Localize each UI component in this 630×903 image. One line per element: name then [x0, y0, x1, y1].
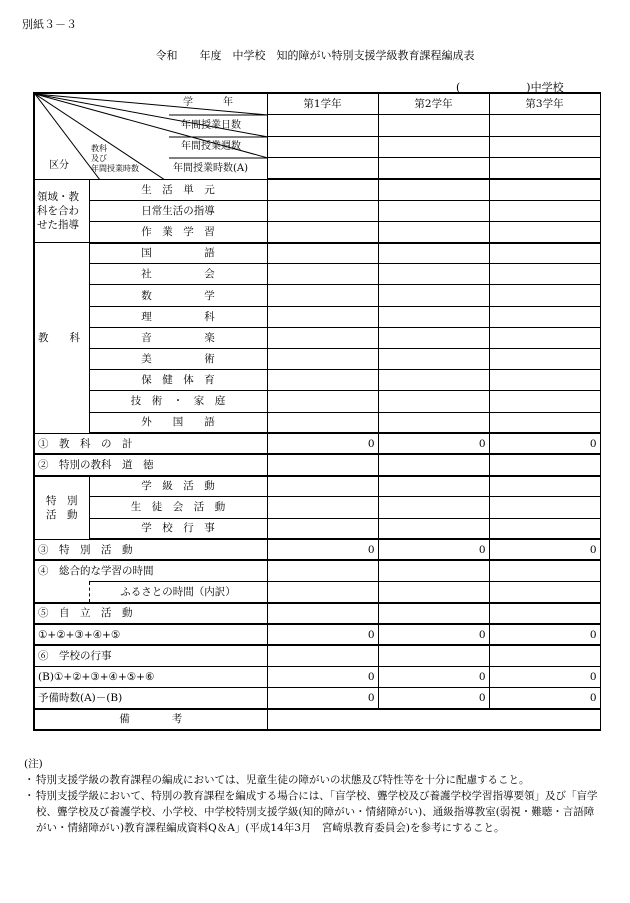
cell[interactable]: [378, 645, 489, 666]
subject-total-g3: 0: [489, 433, 600, 454]
grade-2-header: 第2学年: [378, 93, 489, 115]
cell[interactable]: [378, 412, 489, 433]
cell[interactable]: [489, 306, 600, 327]
subject-total-label: ① 教 科 の 計: [34, 433, 267, 454]
subject-label-1: 教科: [91, 144, 107, 153]
cell[interactable]: [489, 179, 600, 200]
cell[interactable]: [378, 306, 489, 327]
days-g2[interactable]: [378, 115, 489, 137]
subject-japanese: 国 語: [89, 243, 267, 264]
subject-label-2: 及び: [91, 154, 107, 163]
spare-g2: 0: [378, 688, 489, 709]
notes-section: [24, 756, 604, 836]
cell[interactable]: [378, 582, 489, 603]
cell[interactable]: [489, 200, 600, 221]
cell[interactable]: [267, 582, 378, 603]
bullet-icon: ・: [24, 790, 35, 802]
cell[interactable]: [489, 391, 600, 412]
integrated-study-label: ④ 総合的な学習の時間: [34, 560, 267, 581]
subject-social: 社 会: [89, 264, 267, 285]
annual-hours-label: 年間授業時数(A): [173, 163, 249, 174]
cell[interactable]: [267, 349, 378, 370]
spare-g1: 0: [267, 688, 378, 709]
cell[interactable]: [378, 221, 489, 242]
special-activities-label: 特 別 活 動: [34, 476, 89, 540]
cell[interactable]: [267, 603, 378, 624]
grade-header-label: 学 年: [183, 97, 233, 108]
student-council-label: 生 徒 会 活 動: [89, 497, 267, 518]
sum-b-label: (B)①+②+③+④+⑤+⑥: [34, 666, 267, 687]
cell[interactable]: [489, 497, 600, 518]
header-diagonal-cell: [34, 93, 267, 179]
cell[interactable]: [489, 412, 600, 433]
cell[interactable]: [267, 454, 378, 475]
cell[interactable]: [267, 264, 378, 285]
hometown-time-label: ふるさとの時間（内訳）: [89, 582, 267, 603]
cell[interactable]: [378, 179, 489, 200]
bullet-icon: ・: [24, 774, 35, 786]
subject-music: 音 楽: [89, 327, 267, 348]
cell[interactable]: [267, 221, 378, 242]
page-title: 令和 年度 中学校 知的障がい特別支援学級教育課程編成表: [155, 49, 475, 62]
subject-total-g2: 0: [378, 433, 489, 454]
hours-g2[interactable]: [378, 158, 489, 180]
cell[interactable]: [267, 285, 378, 306]
cell[interactable]: [489, 582, 600, 603]
work-learning-label: 作 業 学 習: [89, 221, 267, 242]
cell[interactable]: [267, 327, 378, 348]
sumB-g3: 0: [489, 666, 600, 687]
sumB-g1: 0: [267, 666, 378, 687]
category-label: 区分: [49, 160, 69, 171]
annual-days-label: 年間授業日数: [181, 120, 241, 131]
weeks-g1[interactable]: [267, 136, 378, 158]
subject-art: 美 術: [89, 349, 267, 370]
class-activities-label: 学 級 活 動: [89, 476, 267, 497]
cell[interactable]: [267, 179, 378, 200]
grade-1-header: 第1学年: [267, 93, 378, 115]
remarks-label: 備 考: [34, 709, 267, 730]
subject-math: 数 学: [89, 285, 267, 306]
cell[interactable]: [378, 349, 489, 370]
note-text-1: 特別支援学級の教育課程の編成においては、児童生徒の障がいの状態及び特性等を十分に配慮すること。: [36, 774, 530, 786]
cell[interactable]: [489, 370, 600, 391]
school-events-label: 学 校 行 事: [89, 518, 267, 539]
school-events-row-label: ⑥ 学校の行事: [34, 645, 267, 666]
cell[interactable]: [489, 476, 600, 497]
cell[interactable]: [267, 476, 378, 497]
combined-guidance-label: 領域・教科を合わせた指導: [34, 179, 89, 243]
grade-3-header: 第3学年: [489, 93, 600, 115]
cell[interactable]: [267, 370, 378, 391]
cell[interactable]: [267, 412, 378, 433]
days-g1[interactable]: [267, 115, 378, 137]
life-unit-label: 生 活 単 元: [89, 179, 267, 200]
cell[interactable]: [267, 560, 378, 581]
cell[interactable]: [489, 285, 600, 306]
hours-g1[interactable]: [267, 158, 378, 180]
moral-label: ② 特別の教科 道 徳: [34, 454, 267, 475]
daily-life-label: 日常生活の指導: [89, 200, 267, 221]
subject-tech-home: 技 術 ・ 家 庭: [89, 391, 267, 412]
subjects-label: 教 科: [34, 243, 89, 434]
special-activities-total-label: ③ 特 別 活 動: [34, 539, 267, 560]
note-item-2: [24, 788, 604, 836]
cell[interactable]: [489, 327, 600, 348]
weeks-g2[interactable]: [378, 136, 489, 158]
cell[interactable]: [489, 518, 600, 539]
cell[interactable]: [267, 306, 378, 327]
spare-g3: 0: [489, 688, 600, 709]
subject-label-3: 年間授業時数: [91, 164, 139, 173]
hours-g3[interactable]: [489, 158, 600, 180]
spare-hours-label: 予備時数(A)－(B): [34, 688, 267, 709]
cell[interactable]: [378, 243, 489, 264]
annual-weeks-label: 年間授業週数: [181, 141, 241, 152]
note-item-1: [24, 772, 604, 788]
cell[interactable]: [378, 603, 489, 624]
cell[interactable]: [489, 264, 600, 285]
cell[interactable]: [267, 497, 378, 518]
cell[interactable]: [378, 264, 489, 285]
cell[interactable]: [378, 560, 489, 581]
note-text-2: 特別支援学級において、特別の教育課程を編成する場合には、「盲学校、聾学校及び養護学校学習指導要領」及び「盲学校、聾学校及び養護学校、小学校、中学校特別支援学級(知的障がい・情緒障がい)、通級指導教室(弱視・難聴・言語障がい・情緒障がい)教育課程編成資料Q＆A」(平成14年3月 宮崎県教育委員会)を参考にすること。: [36, 790, 598, 834]
cell[interactable]: [378, 497, 489, 518]
cell[interactable]: [378, 391, 489, 412]
weeks-g3[interactable]: [489, 136, 600, 158]
sumB-g2: 0: [378, 666, 489, 687]
cell[interactable]: [378, 200, 489, 221]
subject-foreign-lang: 外 国 語: [89, 412, 267, 433]
cell[interactable]: [378, 370, 489, 391]
cell[interactable]: [378, 518, 489, 539]
subject-pe: 保 健 体 育: [89, 370, 267, 391]
cell[interactable]: [489, 645, 600, 666]
cell[interactable]: [378, 327, 489, 348]
cell[interactable]: [378, 285, 489, 306]
cell[interactable]: [378, 454, 489, 475]
notes-heading: (注): [24, 758, 43, 770]
remarks-field[interactable]: [267, 709, 600, 730]
cell[interactable]: [378, 476, 489, 497]
cell[interactable]: [267, 200, 378, 221]
cell[interactable]: [267, 645, 378, 666]
curriculum-table: [33, 92, 601, 731]
cell[interactable]: [267, 243, 378, 264]
cell[interactable]: [489, 243, 600, 264]
sum5-g1: 0: [267, 624, 378, 645]
sum5-g2: 0: [378, 624, 489, 645]
cell[interactable]: [489, 221, 600, 242]
cell[interactable]: [489, 603, 600, 624]
days-g3[interactable]: [489, 115, 600, 137]
cell[interactable]: [267, 518, 378, 539]
sa-total-g1: 0: [267, 539, 378, 560]
subject-total-g1: 0: [267, 433, 378, 454]
independence-activities-label: ⑤ 自 立 活 動: [34, 603, 267, 624]
annex-number: 別紙３－３: [22, 18, 77, 31]
school-name-field: ( )中学校: [456, 81, 564, 94]
sum5-g3: 0: [489, 624, 600, 645]
sum-1-5-label: ①+②+③+④+⑤: [34, 624, 267, 645]
cell[interactable]: [489, 560, 600, 581]
sa-total-g2: 0: [378, 539, 489, 560]
cell[interactable]: [489, 349, 600, 370]
subject-science: 理 科: [89, 306, 267, 327]
cell[interactable]: [267, 391, 378, 412]
sa-total-g3: 0: [489, 539, 600, 560]
cell[interactable]: [489, 454, 600, 475]
spacer: [34, 582, 89, 603]
